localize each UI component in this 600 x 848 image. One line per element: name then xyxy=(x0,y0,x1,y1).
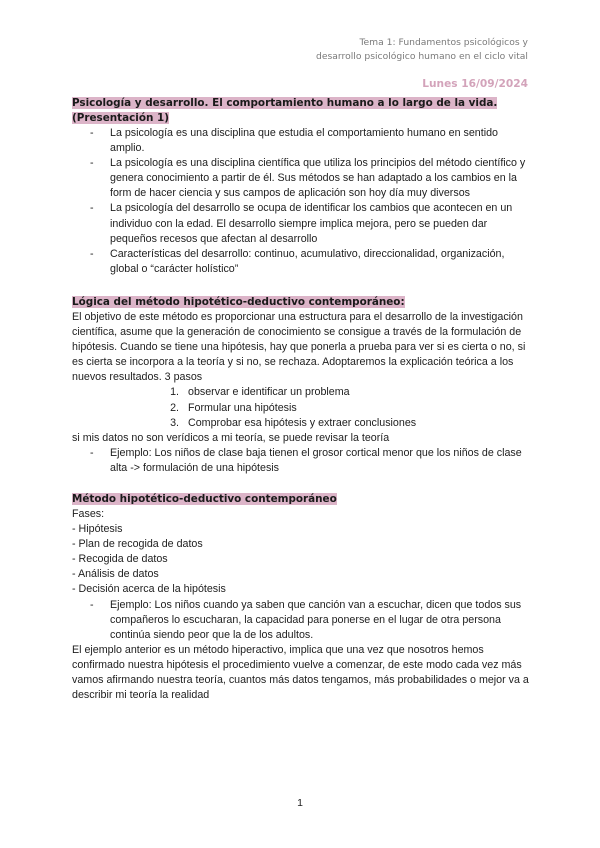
phase-item: - Plan de recogida de datos xyxy=(72,538,203,551)
phase-item: - Recogida de datos xyxy=(72,553,168,566)
phase-item: - Hipótesis xyxy=(72,523,123,536)
section1-bullet-list xyxy=(72,126,530,277)
section1-title xyxy=(72,96,530,126)
list-item: - La psicología del desarrollo se ocupa de identificar los cambios que acontecen en un individuo con la edad. El desarrollo siempre implica mejora, pero se pueden dar pequeños recesos que afectan al desarrollo xyxy=(110,201,530,246)
section2-example-list xyxy=(72,446,530,476)
section1-title-line1: Psicología y desarrollo. El comportamiento humano a lo largo de la vida. xyxy=(72,97,498,109)
phase-item: - Análisis de datos xyxy=(72,568,159,581)
list-item: - Características del desarrollo: continuo, acumulativo, direccionalidad, organización, global o “carácter holístico” xyxy=(110,247,530,277)
course-title-line1: Tema 1: Fundamentos psicológicos y xyxy=(359,37,528,48)
course-header xyxy=(316,36,528,63)
course-title-line2: desarrollo psicológico humano en el ciclo vital xyxy=(316,50,528,62)
list-item: - Ejemplo: Los niños de clase baja tienen el grosor cortical menor que los niños de clase alta -> formulación de una hipótesis xyxy=(110,446,530,476)
section3-title xyxy=(72,492,530,507)
section1-title-line2: (Presentación 1) xyxy=(72,112,169,124)
page-number: 1 xyxy=(297,797,303,809)
phases-label: Fases: xyxy=(72,507,105,520)
phase-item: - Decisión acerca de la hipótesis xyxy=(72,583,226,596)
document-body xyxy=(72,96,530,703)
section2-title-text: Lógica del método hipotético-deductivo contemporáneo: xyxy=(72,295,405,308)
section3-example-list xyxy=(72,598,530,643)
section2-note: si mis datos no son verídicos a mi teoría, se puede revisar la teoría xyxy=(72,431,390,444)
list-item: - La psicología es una disciplina científica que utiliza los principios del método científico y genera conocimiento a partir de él. Sus métodos se han adaptado a los cambios en la form de hacer ciencia y sus campos de aplicación son hoy día muy diversos xyxy=(110,156,530,201)
list-item: 3. Comprobar esa hipótesis y extraer conclusiones xyxy=(182,416,530,431)
section2-title xyxy=(72,295,530,310)
list-item: 2. Formular una hipótesis xyxy=(182,401,530,416)
section3-title-text: Método hipotético-deductivo contemporáneo xyxy=(72,492,337,505)
list-item: 1. observar e identificar un problema xyxy=(182,385,530,400)
section2-steps-list xyxy=(72,385,530,430)
lecture-date: Lunes 16/09/2024 xyxy=(422,78,528,90)
list-item: - Ejemplo: Los niños cuando ya saben que canción van a escuchar, dicen que todos sus compañeros lo escucharan, la capacidad para ponerse en el lugar de otra persona continúa siendo peor que la de los adultos. xyxy=(110,598,530,643)
list-item: - La psicología es una disciplina que estudia el comportamiento humano en sentido amplio. xyxy=(110,126,530,156)
section3-closing: El ejemplo anterior es un método hiperactivo, implica que una vez que nosotros hemos confirmado nuestra hipótesis el procedimiento vuelve a comenzar, de este modo cada vez más vamos afirmando nuestra teoría, cuantos más datos tengamos, más probabilidades o mejor va a describir mi teoría la realidad xyxy=(72,643,529,702)
section2-paragraph: El objetivo de este método es proporcionar una estructura para el desarrollo de la investigación científica, asume que la generación de conocimiento se consigue a través de la formulación de hipótesis. Cuando se tiene una hipótesis, hay que ponerla a prueba para ver si es cierta o no, si es cierta se incorpora a la teoría y si no, se rechaza. Adoptaremos la explicación teórica a los nuevos resultados. 3 pasos xyxy=(72,310,526,384)
